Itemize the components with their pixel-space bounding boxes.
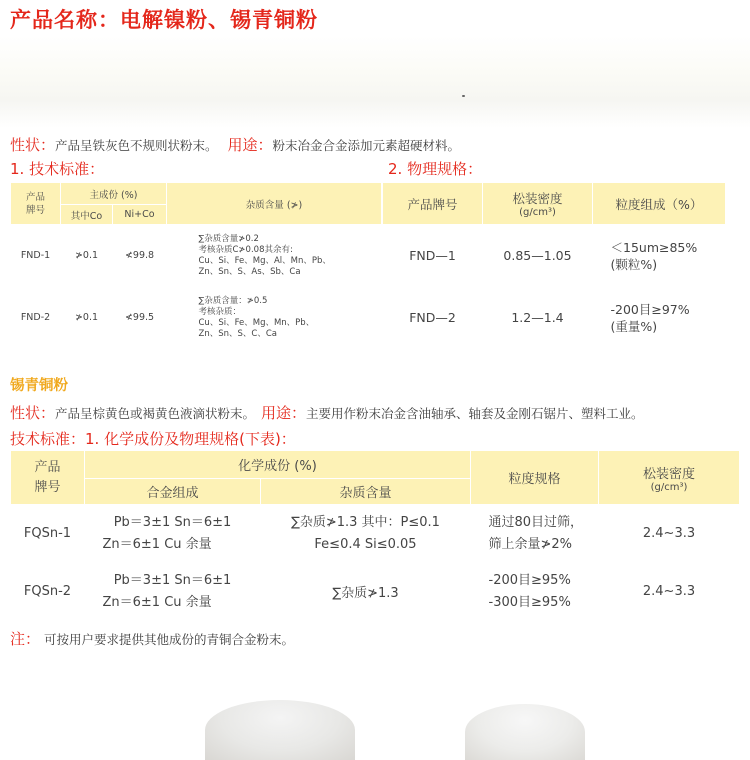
impurity-line: Cu、Si、Fe、Mg、Al、Mn、Pb、 — [198, 255, 331, 266]
header-product: 产品 牌号 — [11, 183, 61, 225]
page-title: 产品名称：电解镍粉、锡青铜粉 — [10, 8, 318, 32]
density-label: 松装密度 — [512, 191, 563, 206]
size-line: ＜15um≥85% — [610, 239, 698, 255]
size-line: 筛上余量≯2% — [488, 536, 573, 552]
header-density — [483, 183, 593, 225]
note-text: 可按用户要求提供其他成份的青铜合金粉末。 — [44, 632, 295, 647]
table-row — [11, 225, 382, 287]
header-co: 其中Co — [61, 205, 113, 225]
nickel-use-text: 粉末冶金合金添加元素超硬材料。 — [272, 138, 461, 153]
bronze-tech-line — [10, 428, 296, 449]
impurity-cell — [167, 287, 382, 349]
table-row — [11, 505, 740, 563]
bronze-tech-label: 技术标准： — [10, 430, 86, 448]
table-row — [11, 563, 740, 621]
size-line: -200目≥97% — [610, 301, 690, 317]
density-unit: (g/cm³) — [650, 481, 688, 493]
nickel-tech-table — [10, 182, 382, 349]
header-size: 粒度组成（%） — [593, 183, 726, 225]
decorative-shape-right — [465, 704, 585, 760]
impurity-line: Zn、Sn、S、C、Ca — [198, 328, 277, 339]
bronze-property-line — [10, 402, 644, 423]
impurity-cell: ∑杂质≯1.3 — [332, 586, 399, 601]
grade-cell: FND—2 — [409, 310, 456, 325]
alloy-line: Zn＝6±1 Cu 余量 — [102, 594, 212, 610]
background-haze — [0, 36, 750, 128]
alloy-line: Pb＝3±1 Sn＝6±1 — [113, 572, 232, 588]
header-main: 主成份 (%) — [61, 183, 167, 205]
size-cell — [593, 225, 726, 287]
grade-cell: FND-2 — [20, 312, 51, 323]
bronze-table — [10, 450, 740, 621]
grade-cell: FQSn-1 — [23, 526, 72, 542]
grade-cell: FQSn-2 — [23, 584, 72, 599]
alloy-line: Zn＝6±1 Cu 余量 — [102, 536, 212, 552]
impurity-line: 考核杂质： — [198, 306, 242, 317]
density-unit: (g/cm³) — [519, 207, 556, 218]
header-alloy: 合金组成 — [85, 479, 261, 505]
nickel-use-label: 用途： — [227, 136, 273, 154]
size-cell — [593, 287, 726, 349]
nickel-property-text: 产品呈铁灰色不规则状粉末。 — [55, 138, 218, 153]
density-cell: 1.2—1.4 — [511, 310, 564, 325]
nico-cell: ≮99.8 — [124, 250, 155, 262]
scan-speck — [462, 95, 465, 97]
size-line: -200目≥95% — [488, 572, 571, 588]
nico-cell: ≮99.5 — [124, 312, 155, 323]
bronze-use-label: 用途： — [261, 404, 307, 422]
impurity-line: Zn、Sn、S、As、Sb、Ca — [198, 266, 301, 277]
nickel-property-label: 性状： — [10, 136, 56, 154]
size-line: (颗粒%) — [610, 256, 658, 272]
impurity-cell — [167, 225, 382, 287]
alloy-cell — [85, 505, 261, 563]
impurity-line: ∑杂质含量≯0.2 — [198, 233, 259, 244]
bronze-use-text: 主要用作粉末冶金含油轴承、轴套及金刚石锯片、塑料工业。 — [306, 406, 644, 421]
nickel-phys-heading: 2. 物理规格： — [388, 160, 483, 178]
size-line: (重量%) — [610, 318, 658, 334]
bronze-property-text: 产品呈棕黄色或褐黄色液滴状粉末。 — [55, 406, 256, 421]
header-chem: 化学成份 (%) — [85, 451, 471, 479]
impurity-cell — [261, 505, 471, 563]
density-cell: 2.4~3.3 — [642, 584, 696, 599]
table-row — [383, 287, 726, 349]
impurity-line: ∑杂质含量：≯0.5 — [198, 295, 268, 306]
size-cell — [471, 563, 599, 621]
header-impurity: 杂质含量 — [261, 479, 471, 505]
table-row — [11, 287, 382, 349]
note-label: 注： — [10, 630, 41, 648]
bronze-property-label: 性状： — [10, 404, 56, 422]
nickel-phys-table — [382, 182, 726, 349]
grade-cell: FND-1 — [20, 250, 51, 262]
density-label: 松装密度 — [642, 466, 695, 482]
decorative-shape-left — [205, 700, 355, 760]
header-product: 产品牌号 — [383, 183, 483, 225]
header-product: 产品 牌号 — [11, 451, 85, 505]
table-row — [383, 225, 726, 287]
header-density — [599, 451, 740, 505]
size-line: 通过80目过筛， — [488, 514, 584, 530]
nickel-property-line — [10, 134, 460, 155]
co-cell: ≯0.1 — [74, 250, 99, 262]
nickel-tech-heading: 1. 技术标准： — [10, 160, 105, 178]
note-line — [10, 628, 294, 649]
header-nico: Ni+Co — [113, 205, 167, 225]
density-cell: 2.4~3.3 — [642, 526, 696, 542]
header-size: 粒度规格 — [471, 451, 599, 505]
size-cell — [471, 505, 599, 563]
co-cell: ≯0.1 — [74, 312, 99, 323]
impurity-line: 考核杂质C≯0.08其余有: — [198, 244, 293, 255]
bronze-tech-text: 1. 化学成份及物理规格(下表)： — [85, 430, 296, 448]
size-line: -300目≥95% — [488, 594, 571, 610]
grade-cell: FND—1 — [409, 248, 456, 264]
impurity-line: Fe≤0.4 Si≤0.05 — [314, 536, 417, 552]
density-cell: 0.85—1.05 — [503, 248, 572, 264]
alloy-cell — [85, 563, 261, 621]
impurity-line: Cu、Si、Fe、Mg、Mn、Pb、 — [198, 317, 315, 328]
bronze-heading: 锡青铜粉 — [10, 378, 68, 394]
alloy-line: Pb＝3±1 Sn＝6±1 — [113, 514, 232, 530]
header-impurity: 杂质含量 (≯) — [167, 183, 382, 225]
impurity-line: ∑杂质≯1.3 其中：P≤0.1 — [291, 514, 440, 530]
